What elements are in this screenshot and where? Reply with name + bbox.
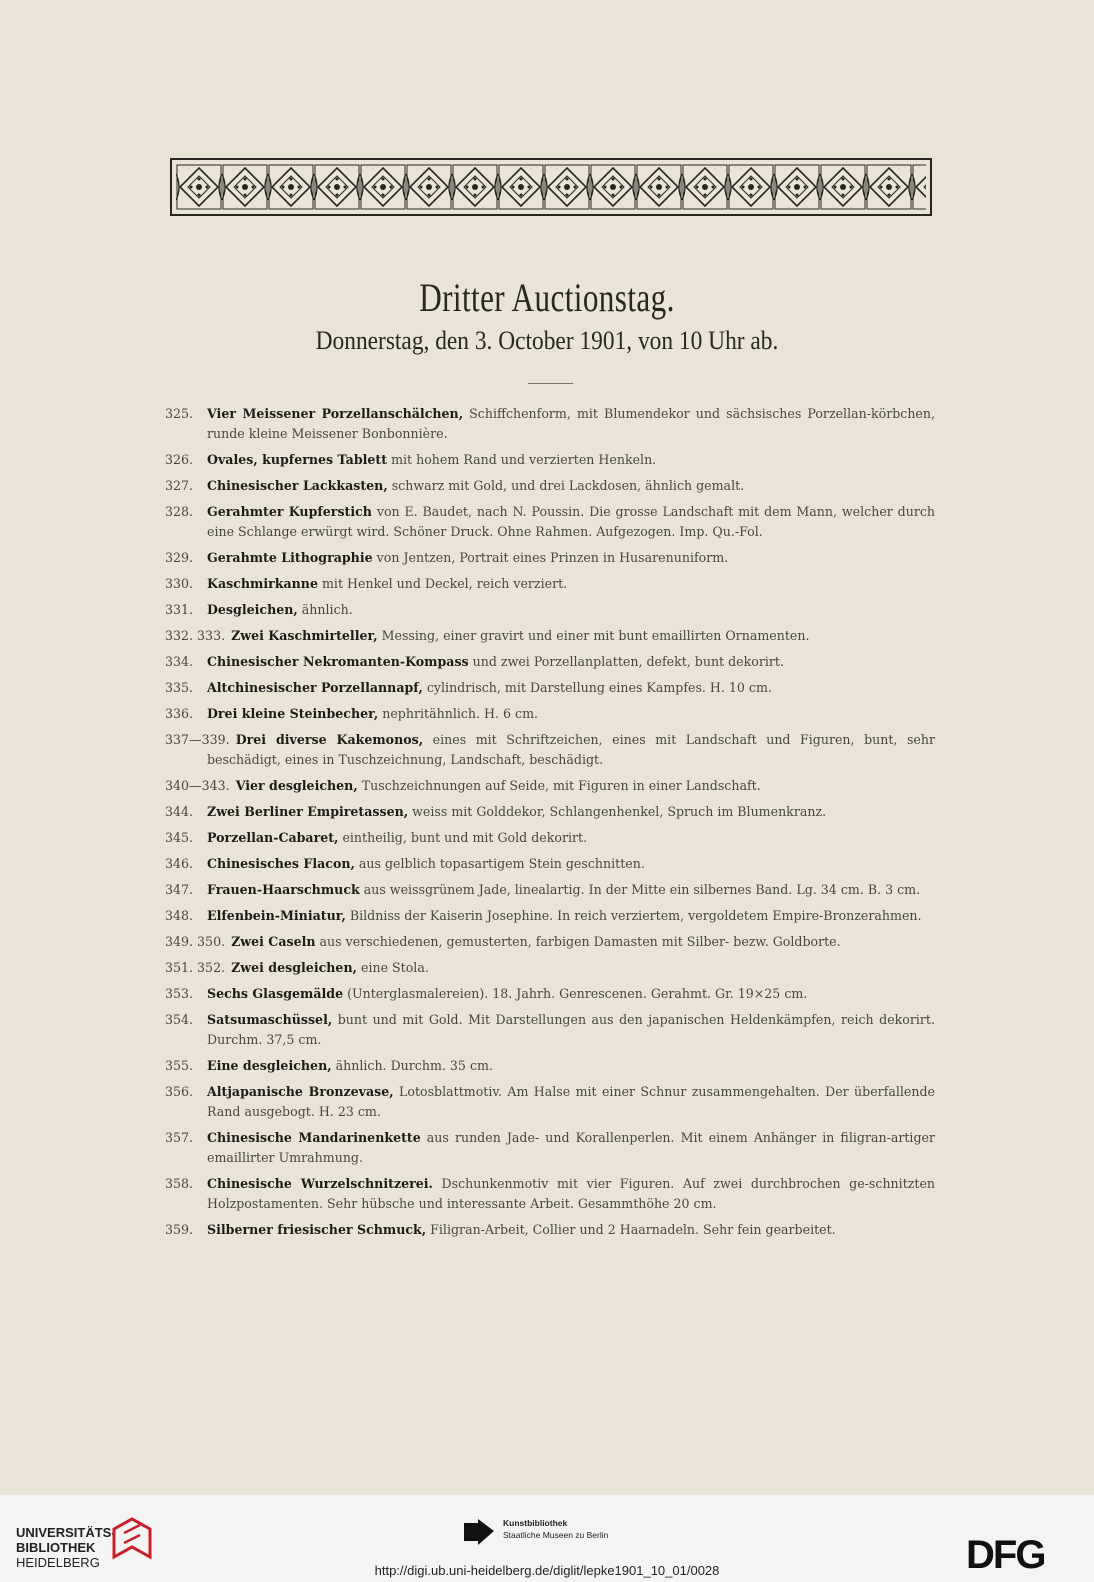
lot-number: 336. [165,706,194,721]
ornamental-border [170,158,932,216]
ub-heidelberg-logo-icon [110,1515,154,1561]
lot-title: Chinesischer Lackkasten, [207,478,388,493]
lot-number: 356. [165,1084,194,1099]
ub-line2: BIBLIOTHEK [16,1540,96,1555]
lot-description: Filigran-Arbeit, Collier und 2 Haarnadeln. Sehr fein gearbeitet. [426,1222,836,1237]
lot-entry [165,678,935,698]
lot-entry [165,880,935,900]
ornament-pattern [176,164,926,210]
title-divider [528,383,573,384]
lot-title: Satsumaschüssel, [207,1012,333,1027]
lot-entry [165,1056,935,1076]
lot-title: Altjapanische Bronzevase, [207,1084,394,1099]
lot-title: Drei diverse Kakemonos, [235,732,424,747]
lot-number: 351. 352. [165,960,226,975]
lot-number: 357. [165,1130,194,1145]
lot-title: Eine desgleichen, [207,1058,332,1073]
lot-entry [165,984,935,1004]
lot-number: 334. [165,654,194,669]
footer-bar [0,1495,1094,1582]
lot-number: 330. [165,576,194,591]
ub-line3: HEIDELBERG [16,1555,100,1570]
lot-number: 340—343. [165,778,230,793]
lot-description: mit hohem Rand und verzierten Henkeln. [387,452,657,467]
lot-description: eines mit Schriftzeichen, eines mit Landschaft und Figuren, bunt, sehr beschädigt, eines in Tuschzeichnung, Landschaft, beschädigt. [207,732,935,767]
kunstbibliothek-logo-icon [464,1517,496,1547]
lot-number: 359. [165,1222,194,1237]
lot-entry [165,404,935,444]
lot-title: Chinesische Wurzelschnitzerei. [207,1176,433,1191]
lot-number: 328. [165,504,194,519]
lot-entry [165,1220,935,1240]
lot-title: Zwei Kaschmirteller, [231,628,378,643]
lot-title: Elfenbein-Miniatur, [207,908,346,923]
lot-number: 353. [165,986,194,1001]
lot-entry [165,626,935,646]
lot-entry [165,502,935,542]
lot-description: Lotosblattmotiv. Am Halse mit einer Schnur zusammengehalten. Der überfallende Rand ausgebogt. H. 23 cm. [207,1084,935,1119]
lot-entry [165,932,935,952]
lot-number: 354. [165,1012,194,1027]
lot-entry [165,476,935,496]
lot-entry [165,776,935,796]
lot-description: Tuschzeichnungen auf Seide, mit Figuren in einer Landschaft. [357,778,761,793]
kb-line2: Staatliche Museen zu Berlin [503,1530,609,1540]
lot-description: aus verschiedenen, gemusterten, farbigen Damasten mit Silber- bezw. Goldborte. [315,934,841,949]
lot-entry [165,450,935,470]
lot-title: Gerahmter Kupferstich [207,504,372,519]
lot-entry [165,652,935,672]
lot-title: Chinesisches Flacon, [207,856,355,871]
lot-entry [165,906,935,926]
lot-title: Drei kleine Steinbecher, [207,706,379,721]
lot-description: bunt und mit Gold. Mit Darstellungen aus den japanischen Heldenkämpfen, reich dekorirt. Durchm. 37,5 cm. [207,1012,935,1047]
lot-description: cylindrisch, mit Darstellung eines Kampfes. H. 10 cm. [422,680,772,695]
lot-entry [165,854,935,874]
lot-description: Bildniss der Kaiserin Josephine. In reich verziertem, vergoldetem Empire-Bronzerahmen. [345,908,922,923]
lot-title: Vier desgleichen, [235,778,358,793]
lot-entry [165,704,935,724]
lot-description: weiss mit Golddekor, Schlangenhenkel, Spruch im Blumenkranz. [408,804,827,819]
lot-number: 327. [165,478,194,493]
lot-description: nephritähnlich. H. 6 cm. [378,706,539,721]
ub-line1: UNIVERSITÄTS- [16,1525,116,1540]
lot-number: 346. [165,856,194,871]
kb-line1: Kunstbibliothek [503,1518,568,1528]
lot-title: Gerahmte Lithographie [207,550,373,565]
lot-list [165,404,935,1246]
lot-entry [165,1082,935,1122]
lot-number: 332. 333. [165,628,226,643]
lot-title: Chinesischer Nekromanten-Kompass [207,654,469,669]
lot-number: 337—339. [165,732,230,747]
lot-title: Desgleichen, [207,602,298,617]
lot-description: eintheilig, bunt und mit Gold dekorirt. [338,830,588,845]
lot-title: Altchinesischer Porzellannapf, [207,680,423,695]
lot-description: aus runden Jade- und Korallenperlen. Mit einem Anhänger in filigran-artiger emaillirter Umrahmung. [207,1130,935,1165]
lot-entry [165,1010,935,1050]
lot-description: (Unterglasmalereien). 18. Jahrh. Genrescenen. Gerahmt. Gr. 19×25 cm. [343,986,808,1001]
lot-title: Frauen-Haarschmuck [207,882,360,897]
lot-entry [165,1128,935,1168]
lot-entry [165,828,935,848]
lot-number: 335. [165,680,194,695]
lot-title: Zwei Berliner Empiretassen, [207,804,409,819]
lot-entry [165,548,935,568]
lot-title: Kaschmirkanne [207,576,318,591]
lot-description: ähnlich. [297,602,353,617]
lot-entry [165,730,935,770]
lot-number: 355. [165,1058,194,1073]
lot-title: Zwei desgleichen, [231,960,357,975]
lot-title: Sechs Glasgemälde [207,986,344,1001]
lot-title: Vier Meissener Porzellanschälchen, [207,406,464,421]
lot-number: 349. 350. [165,934,226,949]
lot-number: 331. [165,602,194,617]
lot-number: 345. [165,830,194,845]
lot-entry [165,958,935,978]
lot-number: 358. [165,1176,194,1191]
lot-title: Silberner friesischer Schmuck, [207,1222,427,1237]
lot-title: Zwei Caseln [231,934,316,949]
lot-title: Chinesische Mandarinenkette [207,1130,421,1145]
lot-description: eine Stola. [356,960,429,975]
lot-description: aus weissgrünem Jade, linealartig. In der Mitte ein silbernes Band. Lg. 34 cm. B. 3 cm. [359,882,921,897]
lot-description: mit Henkel und Deckel, reich verziert. [317,576,568,591]
lot-description: ähnlich. Durchm. 35 cm. [331,1058,493,1073]
page-subtitle: Donnerstag, den 3. October 1901, von 10 Uhr ab. [315,326,779,355]
lot-title: Ovales, kupfernes Tablett [207,452,388,467]
dfg-logo: DFG [966,1533,1045,1577]
lot-number: 348. [165,908,194,923]
lot-number: 329. [165,550,194,565]
lot-description: von Jentzen, Portrait eines Prinzen in Husarenuniform. [372,550,729,565]
lot-number: 344. [165,804,194,819]
lot-entry [165,574,935,594]
lot-description: von E. Baudet, nach N. Poussin. Die grosse Landschaft mit dem Mann, welcher durch eine Schlange erwürgt wird. Schöner Druck. Ohne Rahmen. Aufgezogen. Imp. Qu.-Fol. [207,504,936,539]
page-url[interactable]: http://digi.ub.uni-heidelberg.de/diglit/lepke1901_10_01/0028 [374,1563,720,1578]
lot-entry [165,802,935,822]
lot-description: aus gelblich topasartigem Stein geschnitten. [354,856,645,871]
lot-entry [165,600,935,620]
lot-title: Porzellan-Cabaret, [207,830,339,845]
lot-number: 326. [165,452,194,467]
lot-number: 325. [165,406,194,421]
page-title: Dritter Auctionstag. [419,275,675,320]
lot-description: Dschunkenmotiv mit vier Figuren. Auf zwei durchbrochen ge-schnitzten Holzpostamenten. Sehr hübsche und interessante Arbeit. Gesammthöhe 20 cm. [207,1176,936,1211]
lot-description: Schiffchenform, mit Blumendekor und sächsisches Porzellan-körbchen, runde kleine Meissener Bonbonnière. [207,406,936,441]
lot-entry [165,1174,935,1214]
lot-number: 347. [165,882,194,897]
lot-description: schwarz mit Gold, und drei Lackdosen, ähnlich gemalt. [387,478,745,493]
kunstbibliothek-label [503,1517,608,1541]
lot-description: Messing, einer gravirt und einer mit bunt emaillirten Ornamenten. [377,628,810,643]
lot-description: und zwei Porzellanplatten, defekt, bunt dekorirt. [468,654,784,669]
